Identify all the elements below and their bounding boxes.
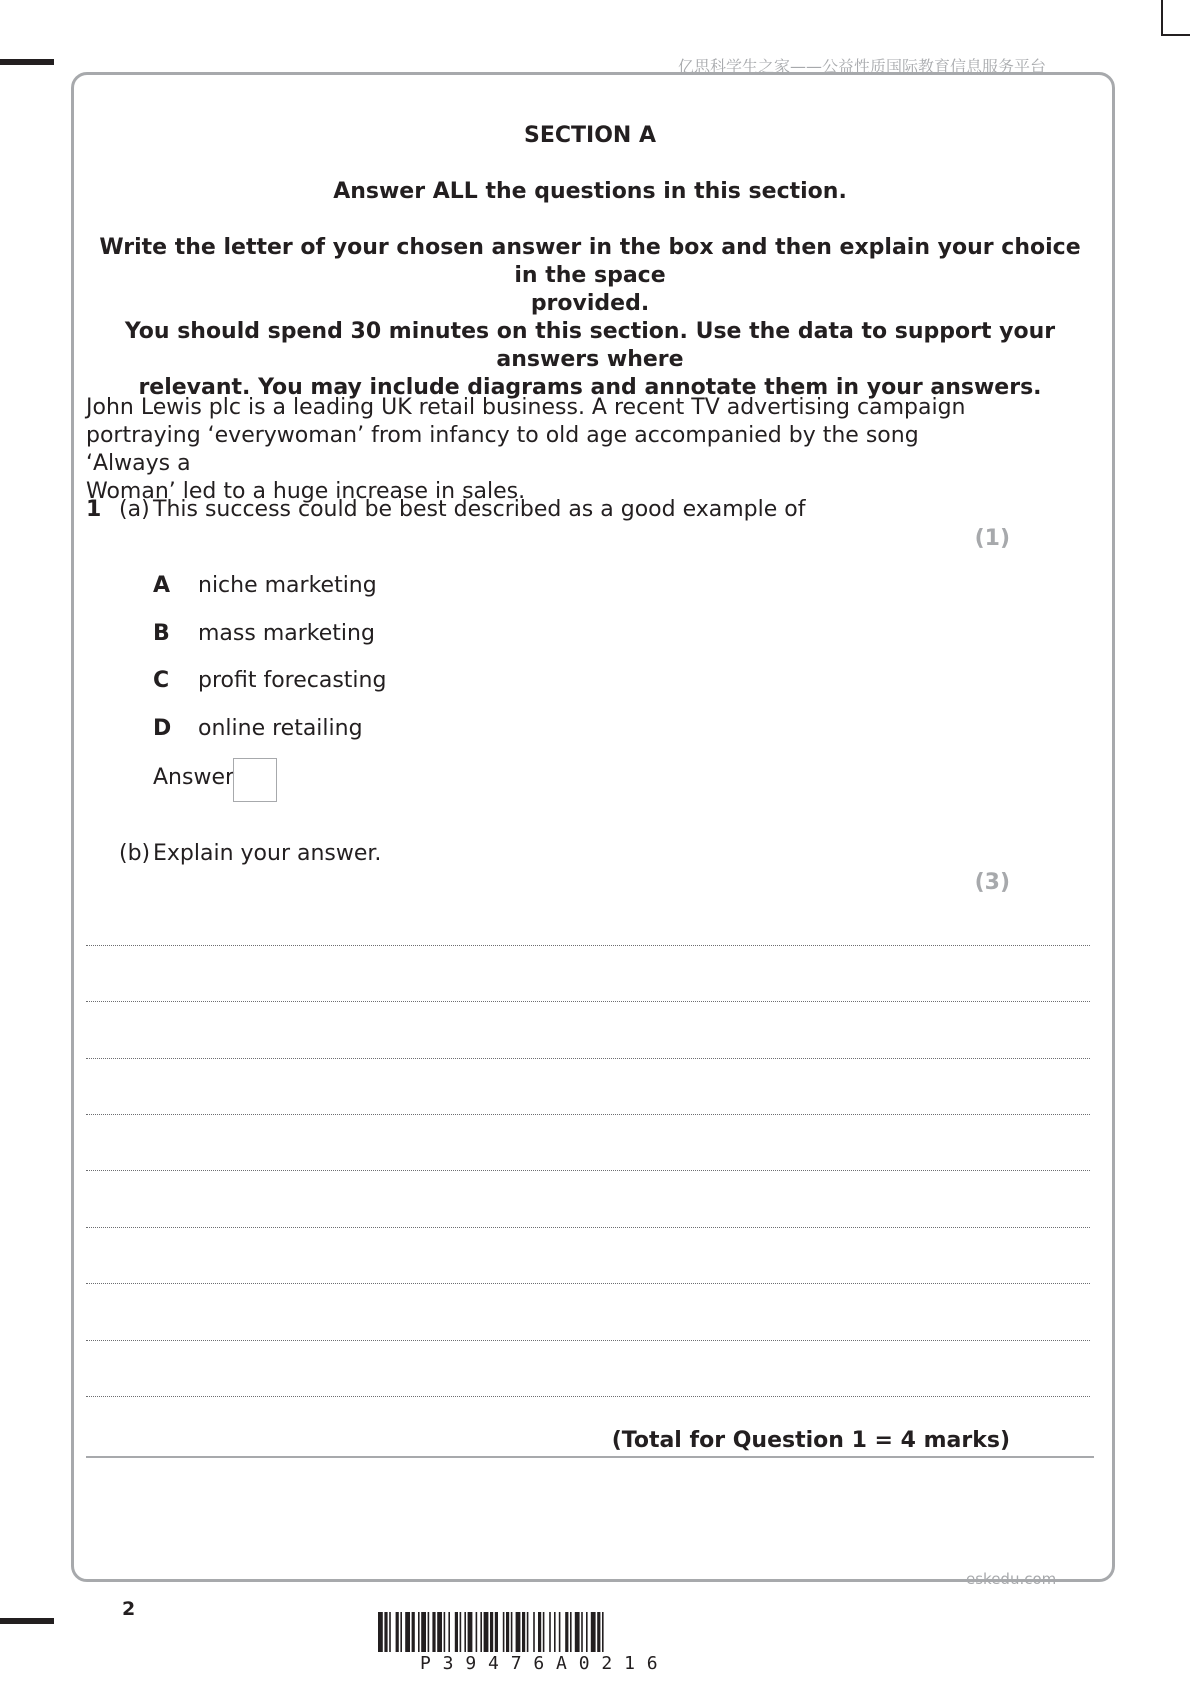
barcode-bar [495,1612,498,1652]
registration-mark-top-right-bar [1161,34,1190,36]
barcode-bar [389,1612,391,1652]
barcode-bar [559,1612,561,1652]
option-d-letter: D [153,716,172,741]
question-number: 1 [86,497,102,522]
barcode-bar [586,1612,588,1652]
watermark-bottom: eskedu.com [966,1570,1057,1588]
total-marks: (Total for Question 1 = 4 marks) [611,1428,1010,1453]
option-a-text: niche marketing [198,573,377,598]
registration-mark-top-right [1161,0,1163,36]
part-b-question: Explain your answer. [153,841,382,866]
barcode-bar [522,1612,525,1652]
barcode-bar [396,1612,399,1652]
section-title: SECTION A [523,123,656,148]
option-c-letter: C [153,668,170,693]
part-b-marks: (3) [974,870,1010,895]
part-a-question: This success could be best described as a good example of [153,497,806,522]
barcode-bar [412,1612,415,1652]
barcode-bar [503,1612,505,1652]
option-d-text: online retailing [198,716,363,741]
barcode [378,1612,810,1652]
barcode-bar [405,1612,410,1652]
barcode-bar [511,1612,513,1652]
option-a-letter: A [153,573,171,598]
barcode-bar [400,1612,402,1652]
barcode-bar [543,1612,545,1652]
barcode-bar [554,1612,556,1652]
barcode-bar [602,1612,604,1652]
barcode-bar [460,1612,462,1652]
barcode-bar [480,1612,482,1652]
barcode-bar [597,1612,600,1652]
answer-line[interactable] [86,1283,1090,1284]
answer-label: Answer [153,765,235,790]
answer-box[interactable] [233,758,277,802]
barcode-bar [527,1612,529,1652]
barcode-bar [533,1612,535,1652]
barcode-bar [378,1612,383,1652]
registration-mark-top-left [0,59,54,65]
part-b-label: (b) [119,841,151,866]
barcode-bar [565,1612,568,1652]
barcode-bar [570,1612,572,1652]
barcode-bar [432,1612,435,1652]
barcode-bar [468,1612,473,1652]
barcode-bar [549,1612,551,1652]
option-c-text: profit forecasting [198,668,387,693]
instruction-write-letter: Write the letter of your chosen answer in the box and then explain your choice in the space provided. [99,235,1081,316]
barcode-bar [506,1612,509,1652]
barcode-bar [448,1612,450,1652]
barcode-bar [490,1612,493,1652]
part-a-marks: (1) [974,526,1010,551]
total-divider [86,1456,1094,1458]
barcode-number: P 3 9 4 7 6 A 0 2 1 6 [420,1653,659,1674]
page-number: 2 [122,1598,136,1620]
instruction-answer-all: Answer ALL the questions in this section. [333,179,847,204]
barcode-bar [476,1612,478,1652]
barcode-bar [464,1612,466,1652]
barcode-bar [591,1612,596,1652]
barcode-bar [538,1612,541,1652]
answer-line[interactable] [86,1058,1090,1059]
barcode-bar [444,1612,446,1652]
barcode-bar [418,1612,420,1652]
answer-line[interactable] [86,1396,1090,1397]
answer-line[interactable] [86,945,1090,946]
barcode-bar [384,1612,387,1652]
barcode-bar [484,1612,489,1652]
barcode-bar [516,1612,521,1652]
barcode-bar [421,1612,426,1652]
barcode-bar [575,1612,580,1652]
watermark-top: 亿思科学生之家——公益性质国际教育信息服务平台 [678,57,1047,76]
part-a-label: (a) [119,497,150,522]
option-b-text: mass marketing [198,621,375,646]
answer-line[interactable] [86,1001,1090,1002]
answer-line[interactable] [86,1340,1090,1341]
registration-mark-bottom-left [0,1618,54,1624]
barcode-bar [455,1612,458,1652]
barcode-bar [437,1612,442,1652]
barcode-bar [581,1612,583,1652]
answer-line[interactable] [86,1227,1090,1228]
barcode-bar [428,1612,430,1652]
option-b-letter: B [153,621,170,646]
answer-line[interactable] [86,1114,1090,1115]
instruction-time: You should spend 30 minutes on this section. Use the data to support your answers where relevant. You may include diagrams and annotate them in your answers. [124,319,1056,400]
answer-line[interactable] [86,1170,1090,1171]
context-paragraph: John Lewis plc is a leading UK retail business. A recent TV advertising campaign portraying ‘everywoman’ from infancy to old age accompanied by the song ‘Always a Woman’ led to a huge increase in sales. [86,395,966,504]
